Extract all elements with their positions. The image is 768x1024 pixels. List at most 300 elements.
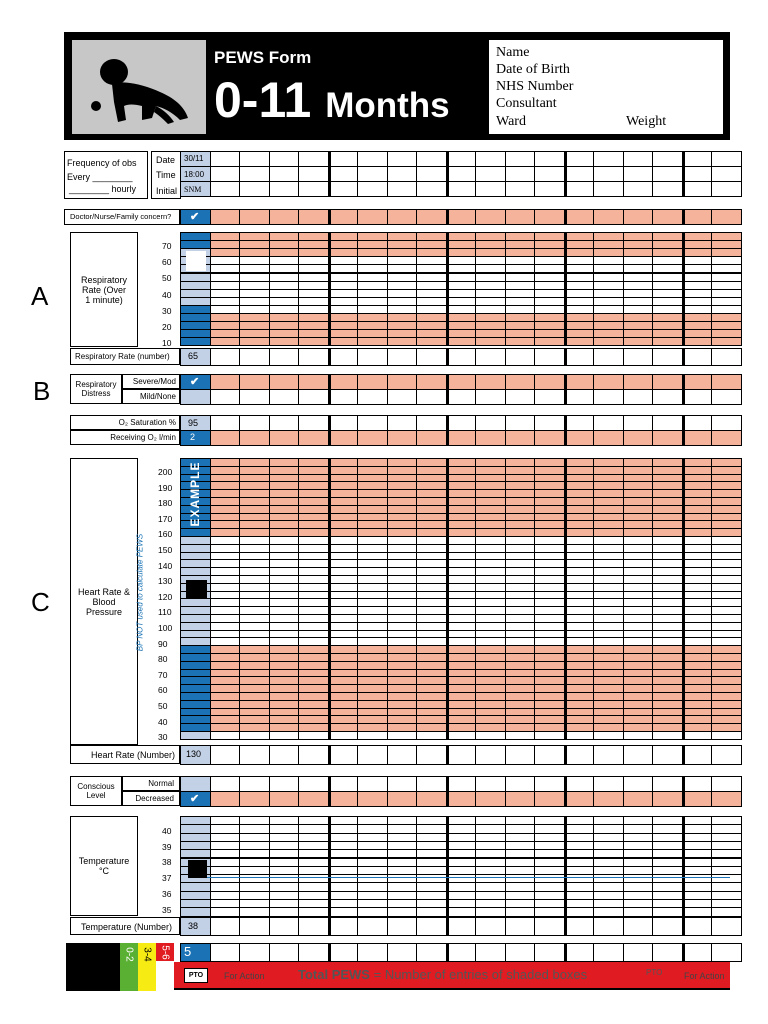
grid-cell[interactable] (239, 907, 270, 916)
grid-cell[interactable] (475, 374, 506, 390)
grid-cell[interactable] (446, 151, 477, 167)
grid-cell[interactable] (239, 917, 270, 936)
grid-cell[interactable] (534, 166, 565, 182)
grid-cell[interactable] (387, 337, 418, 346)
grid-cell[interactable] (682, 209, 713, 225)
grid-cell[interactable] (387, 151, 418, 167)
grid-cell[interactable] (564, 348, 595, 366)
grid-cell[interactable] (416, 389, 447, 405)
grid-cell[interactable] (534, 776, 565, 792)
grid-cell[interactable] (505, 374, 536, 390)
grid-cell[interactable] (269, 745, 300, 765)
grid-cell[interactable] (475, 151, 506, 167)
grid-cell[interactable] (210, 745, 241, 765)
grid-cell[interactable] (239, 181, 270, 197)
grid-cell[interactable] (534, 917, 565, 936)
grid-cell[interactable] (328, 374, 359, 390)
grid-cell[interactable] (446, 415, 477, 431)
grid-cell[interactable] (475, 943, 506, 962)
grid-cell[interactable] (416, 943, 447, 962)
grid-cell[interactable] (210, 151, 241, 167)
grid-cell[interactable] (475, 415, 506, 431)
grid-cell[interactable] (652, 943, 683, 962)
grid-cell[interactable] (298, 415, 329, 431)
grid-cell[interactable] (505, 181, 536, 197)
grid-cell[interactable] (593, 943, 624, 962)
grid-cell[interactable] (387, 348, 418, 366)
grid-cell[interactable] (623, 151, 654, 167)
grid-cell[interactable] (652, 917, 683, 936)
grid-cell[interactable] (682, 151, 713, 167)
grid-cell[interactable] (505, 166, 536, 182)
grid-cell[interactable] (593, 166, 624, 182)
grid-cell[interactable] (534, 374, 565, 390)
grid-cell[interactable] (298, 166, 329, 182)
grid-cell[interactable] (416, 776, 447, 792)
grid-cell[interactable] (387, 389, 418, 405)
grid-cell[interactable] (534, 731, 565, 740)
grid-cell[interactable] (387, 181, 418, 197)
grid-cell[interactable] (652, 151, 683, 167)
grid-cell[interactable] (475, 776, 506, 792)
grid-cell[interactable] (328, 337, 359, 346)
grid-cell[interactable] (534, 943, 565, 962)
grid-cell[interactable] (269, 917, 300, 936)
grid-cell[interactable] (269, 776, 300, 792)
grid-cell[interactable] (682, 348, 713, 366)
grid-cell[interactable] (269, 415, 300, 431)
grid-cell[interactable] (446, 389, 477, 405)
grid-cell[interactable] (269, 731, 300, 740)
grid-cell[interactable] (328, 430, 359, 446)
grid-cell[interactable] (416, 374, 447, 390)
grid-cell[interactable] (711, 745, 742, 765)
grid-cell[interactable] (623, 415, 654, 431)
grid-cell[interactable] (711, 917, 742, 936)
grid-cell[interactable] (652, 776, 683, 792)
grid-cell[interactable] (239, 430, 270, 446)
grid-cell[interactable] (711, 430, 742, 446)
grid-cell[interactable] (387, 917, 418, 936)
grid-cell[interactable] (387, 745, 418, 765)
grid-cell[interactable] (534, 415, 565, 431)
grid-cell[interactable] (357, 151, 388, 167)
grid-cell[interactable] (711, 389, 742, 405)
grid-cell[interactable] (534, 907, 565, 916)
grid-cell[interactable] (210, 348, 241, 366)
grid-cell[interactable] (210, 415, 241, 431)
grid-cell[interactable] (623, 337, 654, 346)
grid-cell[interactable] (564, 151, 595, 167)
grid-cell[interactable] (328, 917, 359, 936)
grid-cell[interactable] (564, 166, 595, 182)
grid-cell[interactable] (623, 731, 654, 740)
grid-cell[interactable] (357, 374, 388, 390)
grid-cell[interactable] (210, 337, 241, 346)
grid-cell[interactable] (652, 745, 683, 765)
grid-cell[interactable] (475, 209, 506, 225)
grid-cell[interactable] (711, 943, 742, 962)
grid-cell[interactable] (475, 166, 506, 182)
grid-cell[interactable] (269, 943, 300, 962)
grid-cell[interactable] (298, 209, 329, 225)
grid-cell[interactable] (505, 776, 536, 792)
grid-cell[interactable] (328, 389, 359, 405)
grid-cell[interactable] (387, 731, 418, 740)
grid-cell[interactable] (593, 209, 624, 225)
grid-cell[interactable] (298, 374, 329, 390)
grid-cell[interactable] (357, 907, 388, 916)
grid-cell[interactable] (534, 791, 565, 807)
grid-cell[interactable] (416, 337, 447, 346)
grid-cell[interactable] (593, 151, 624, 167)
grid-cell[interactable] (564, 776, 595, 792)
grid-cell[interactable] (652, 415, 683, 431)
grid-cell[interactable] (534, 181, 565, 197)
grid-cell[interactable] (298, 151, 329, 167)
grid-cell[interactable] (711, 209, 742, 225)
grid-cell[interactable] (328, 415, 359, 431)
grid-cell[interactable] (328, 166, 359, 182)
grid-cell[interactable] (446, 943, 477, 962)
grid-cell[interactable] (269, 389, 300, 405)
grid-cell[interactable] (446, 731, 477, 740)
grid-cell[interactable] (446, 430, 477, 446)
grid-cell[interactable] (239, 943, 270, 962)
grid-cell[interactable] (711, 181, 742, 197)
grid-cell[interactable] (623, 181, 654, 197)
grid-cell[interactable] (298, 181, 329, 197)
grid-cell[interactable] (357, 943, 388, 962)
grid-cell[interactable] (298, 791, 329, 807)
grid-cell[interactable] (328, 731, 359, 740)
grid-cell[interactable] (475, 917, 506, 936)
grid-cell[interactable] (239, 745, 270, 765)
grid-cell[interactable] (505, 731, 536, 740)
grid-cell[interactable] (505, 943, 536, 962)
grid-cell[interactable] (593, 731, 624, 740)
grid-cell[interactable] (711, 776, 742, 792)
grid-cell[interactable] (387, 415, 418, 431)
grid-cell[interactable] (564, 337, 595, 346)
frequency-line3[interactable]: ________ hourly (69, 184, 137, 194)
grid-cell[interactable] (239, 731, 270, 740)
grid-cell[interactable] (593, 430, 624, 446)
grid-cell[interactable] (387, 209, 418, 225)
grid-cell[interactable] (534, 430, 565, 446)
grid-cell[interactable] (564, 791, 595, 807)
grid-cell[interactable] (593, 791, 624, 807)
grid-cell[interactable] (623, 430, 654, 446)
grid-cell[interactable] (210, 166, 241, 182)
grid-cell[interactable] (505, 415, 536, 431)
grid-cell[interactable] (446, 166, 477, 182)
grid-cell[interactable] (593, 907, 624, 916)
grid-cell[interactable] (593, 415, 624, 431)
grid-cell[interactable] (505, 389, 536, 405)
grid-cell[interactable] (328, 348, 359, 366)
grid-cell[interactable] (682, 943, 713, 962)
grid-cell[interactable] (593, 776, 624, 792)
grid-cell[interactable] (564, 745, 595, 765)
grid-cell[interactable] (475, 337, 506, 346)
grid-cell[interactable] (298, 943, 329, 962)
grid-cell[interactable] (593, 181, 624, 197)
grid-cell[interactable] (475, 745, 506, 765)
grid-cell[interactable] (387, 791, 418, 807)
grid-cell[interactable] (652, 389, 683, 405)
grid-cell[interactable] (446, 791, 477, 807)
grid-cell[interactable] (239, 415, 270, 431)
grid-cell[interactable] (387, 374, 418, 390)
grid-cell[interactable] (593, 348, 624, 366)
grid-cell[interactable] (239, 389, 270, 405)
grid-cell[interactable] (210, 430, 241, 446)
grid-cell[interactable] (239, 791, 270, 807)
grid-cell[interactable] (652, 181, 683, 197)
grid-cell[interactable] (269, 181, 300, 197)
grid-cell[interactable] (210, 791, 241, 807)
grid-cell[interactable] (357, 745, 388, 765)
grid-cell[interactable] (652, 791, 683, 807)
grid-cell[interactable] (534, 745, 565, 765)
grid-cell[interactable] (593, 374, 624, 390)
grid-cell[interactable] (239, 374, 270, 390)
grid-cell[interactable] (564, 209, 595, 225)
grid-cell[interactable] (623, 374, 654, 390)
grid-cell[interactable] (682, 745, 713, 765)
grid-cell[interactable] (416, 745, 447, 765)
grid-cell[interactable] (475, 348, 506, 366)
grid-cell[interactable] (652, 430, 683, 446)
grid-cell[interactable] (416, 181, 447, 197)
grid-cell[interactable] (446, 181, 477, 197)
grid-cell[interactable] (505, 791, 536, 807)
grid-cell[interactable] (682, 337, 713, 346)
grid-cell[interactable] (534, 337, 565, 346)
grid-cell[interactable] (475, 731, 506, 740)
grid-cell[interactable] (534, 209, 565, 225)
grid-cell[interactable] (534, 348, 565, 366)
grid-cell[interactable] (652, 374, 683, 390)
grid-cell[interactable] (593, 745, 624, 765)
grid-cell[interactable] (328, 151, 359, 167)
grid-cell[interactable] (210, 731, 241, 740)
grid-cell[interactable] (682, 389, 713, 405)
grid-cell[interactable] (505, 745, 536, 765)
grid-cell[interactable] (387, 776, 418, 792)
grid-cell[interactable] (682, 776, 713, 792)
grid-cell[interactable] (682, 917, 713, 936)
grid-cell[interactable] (210, 374, 241, 390)
grid-cell[interactable] (711, 731, 742, 740)
grid-cell[interactable] (711, 907, 742, 916)
grid-cell[interactable] (564, 389, 595, 405)
grid-cell[interactable] (357, 917, 388, 936)
grid-cell[interactable] (357, 348, 388, 366)
grid-cell[interactable] (652, 209, 683, 225)
grid-cell[interactable] (239, 151, 270, 167)
grid-cell[interactable] (269, 907, 300, 916)
grid-cell[interactable] (387, 943, 418, 962)
grid-cell[interactable] (446, 209, 477, 225)
grid-cell[interactable] (416, 348, 447, 366)
grid-cell[interactable] (357, 209, 388, 225)
grid-cell[interactable] (357, 731, 388, 740)
grid-cell[interactable] (357, 337, 388, 346)
grid-cell[interactable] (682, 181, 713, 197)
grid-cell[interactable] (446, 776, 477, 792)
grid-cell[interactable] (416, 151, 447, 167)
grid-cell[interactable] (446, 907, 477, 916)
grid-cell[interactable] (505, 917, 536, 936)
grid-cell[interactable] (298, 731, 329, 740)
grid-cell[interactable] (446, 745, 477, 765)
grid-cell[interactable] (416, 731, 447, 740)
grid-cell[interactable] (357, 415, 388, 431)
grid-cell[interactable] (298, 907, 329, 916)
grid-cell[interactable] (328, 943, 359, 962)
grid-cell[interactable] (475, 430, 506, 446)
grid-cell[interactable] (623, 776, 654, 792)
grid-cell[interactable] (328, 209, 359, 225)
grid-cell[interactable] (328, 776, 359, 792)
grid-cell[interactable] (387, 166, 418, 182)
grid-cell[interactable] (623, 745, 654, 765)
grid-cell[interactable] (298, 776, 329, 792)
grid-cell[interactable] (387, 907, 418, 916)
grid-cell[interactable] (269, 791, 300, 807)
grid-cell[interactable] (269, 166, 300, 182)
grid-cell[interactable] (534, 389, 565, 405)
grid-cell[interactable] (357, 389, 388, 405)
grid-cell[interactable] (210, 907, 241, 916)
grid-cell[interactable] (446, 917, 477, 936)
grid-cell[interactable] (505, 907, 536, 916)
grid-cell[interactable] (623, 166, 654, 182)
grid-cell[interactable] (711, 151, 742, 167)
grid-cell[interactable] (357, 430, 388, 446)
grid-cell[interactable] (564, 731, 595, 740)
grid-cell[interactable] (298, 348, 329, 366)
grid-cell[interactable] (564, 943, 595, 962)
grid-cell[interactable] (711, 374, 742, 390)
grid-cell[interactable] (416, 415, 447, 431)
grid-cell[interactable] (357, 776, 388, 792)
grid-cell[interactable] (210, 776, 241, 792)
grid-cell[interactable] (711, 415, 742, 431)
grid-cell[interactable] (239, 776, 270, 792)
grid-cell[interactable] (475, 389, 506, 405)
grid-cell[interactable] (328, 907, 359, 916)
grid-cell[interactable] (682, 791, 713, 807)
grid-cell[interactable] (239, 166, 270, 182)
grid-cell[interactable] (711, 166, 742, 182)
grid-cell[interactable] (623, 917, 654, 936)
grid-cell[interactable] (623, 389, 654, 405)
grid-cell[interactable] (298, 917, 329, 936)
grid-cell[interactable] (623, 209, 654, 225)
grid-cell[interactable] (298, 389, 329, 405)
grid-cell[interactable] (298, 745, 329, 765)
grid-cell[interactable] (564, 917, 595, 936)
grid-cell[interactable] (593, 337, 624, 346)
grid-cell[interactable] (210, 917, 241, 936)
grid-cell[interactable] (564, 181, 595, 197)
grid-cell[interactable] (210, 943, 241, 962)
grid-cell[interactable] (652, 731, 683, 740)
grid-cell[interactable] (711, 791, 742, 807)
grid-cell[interactable] (593, 389, 624, 405)
grid-cell[interactable] (387, 430, 418, 446)
grid-cell[interactable] (357, 181, 388, 197)
grid-cell[interactable] (416, 791, 447, 807)
grid-cell[interactable] (475, 791, 506, 807)
grid-cell[interactable] (623, 791, 654, 807)
grid-cell[interactable] (416, 907, 447, 916)
grid-cell[interactable] (298, 430, 329, 446)
grid-cell[interactable] (682, 166, 713, 182)
grid-cell[interactable] (652, 337, 683, 346)
frequency-line2[interactable]: Every ________ (67, 172, 133, 182)
grid-cell[interactable] (446, 374, 477, 390)
grid-cell[interactable] (711, 348, 742, 366)
grid-cell[interactable] (446, 348, 477, 366)
grid-cell[interactable] (711, 337, 742, 346)
grid-cell[interactable] (623, 348, 654, 366)
grid-cell[interactable] (682, 415, 713, 431)
grid-cell[interactable] (269, 337, 300, 346)
grid-cell[interactable] (564, 374, 595, 390)
grid-cell[interactable] (682, 430, 713, 446)
grid-cell[interactable] (269, 151, 300, 167)
grid-cell[interactable] (593, 917, 624, 936)
grid-cell[interactable] (652, 348, 683, 366)
grid-cell[interactable] (357, 791, 388, 807)
grid-cell[interactable] (623, 943, 654, 962)
grid-cell[interactable] (682, 907, 713, 916)
grid-cell[interactable] (210, 209, 241, 225)
grid-cell[interactable] (210, 389, 241, 405)
grid-cell[interactable] (416, 917, 447, 936)
grid-cell[interactable] (475, 907, 506, 916)
grid-cell[interactable] (210, 181, 241, 197)
grid-cell[interactable] (416, 166, 447, 182)
grid-cell[interactable] (239, 209, 270, 225)
grid-cell[interactable] (239, 337, 270, 346)
grid-cell[interactable] (534, 151, 565, 167)
grid-cell[interactable] (564, 430, 595, 446)
grid-cell[interactable] (505, 209, 536, 225)
grid-cell[interactable] (416, 430, 447, 446)
grid-cell[interactable] (505, 151, 536, 167)
grid-cell[interactable] (269, 374, 300, 390)
grid-cell[interactable] (564, 907, 595, 916)
grid-cell[interactable] (682, 374, 713, 390)
grid-cell[interactable] (269, 209, 300, 225)
grid-cell[interactable] (505, 348, 536, 366)
grid-cell[interactable] (239, 348, 270, 366)
grid-cell[interactable] (269, 430, 300, 446)
grid-cell[interactable] (505, 430, 536, 446)
grid-cell[interactable] (623, 907, 654, 916)
grid-cell[interactable] (269, 348, 300, 366)
grid-cell[interactable] (446, 337, 477, 346)
grid-cell[interactable] (682, 731, 713, 740)
grid-cell[interactable] (328, 791, 359, 807)
grid-cell[interactable] (475, 181, 506, 197)
grid-cell[interactable] (357, 166, 388, 182)
